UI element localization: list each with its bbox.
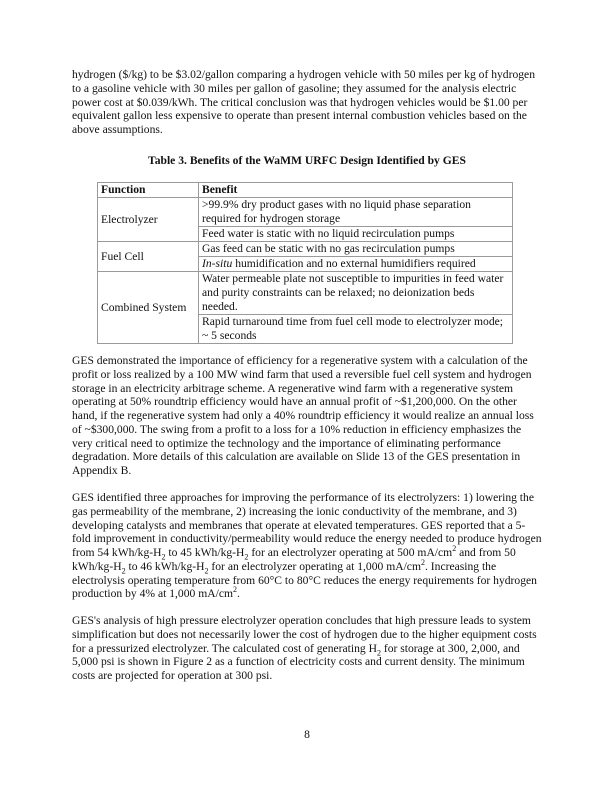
benefit-text: humidification and no external humidifiers required xyxy=(235,257,476,270)
paragraph-efficiency: GES demonstrated the importance of efficiency for a regenerative system with a calculation of the profit or loss realized by a 100 MW wind farm that used a reversible fuel cell system and hydrogen storage in an electricity arbitrage scheme. A regenerative wind farm with a regenerative system operating at 50% roundtrip efficiency would have an annual profit of ~$1,200,000. On the other hand, if the regenerative system had only a 40% roundtrip efficiency it would realize an annual loss of ~$300,000. The swing from a profit to a loss for a 10% reduction in efficiency emphasizes the very critical need to optimize the technology and the importance of eliminating performance degradation. More details of this calculation are available on Slide 13 of the GES presentation in Appendix B. xyxy=(72,354,534,477)
benefit-cell: Gas feed can be static with no gas recirculation pumps xyxy=(199,242,513,257)
table-row xyxy=(98,272,513,315)
benefit-cell: >99.9% dry product gases with no liquid phase separation required for hydrogen storage xyxy=(199,198,513,227)
benefits-table xyxy=(97,182,513,344)
table-header-row xyxy=(98,183,513,198)
function-cell: Fuel Cell xyxy=(98,242,199,272)
benefit-cell: Feed water is static with no liquid recirculation pumps xyxy=(199,227,513,242)
header-function: Function xyxy=(98,183,199,198)
function-cell: Electrolyzer xyxy=(98,198,199,242)
table-row xyxy=(98,242,513,257)
italic-prefix: In-situ xyxy=(202,257,233,270)
table-caption: Table 3. Benefits of the WaMM URFC Design Identified by GES xyxy=(148,154,466,167)
page-number: 8 xyxy=(304,728,310,741)
header-benefit: Benefit xyxy=(199,183,513,198)
paragraph-high-pressure: GES's analysis of high pressure electrolyzer operation concludes that high pressure leads to system simplification but does not necessarily lower the cost of hydrogen due to the higher equipment costs for a pressurized electrolyzer. The calculated cost of generating $H_2$ for storage at 300, 2,000, and 5,000 psi is shown in Figure 2 as a function of electricity costs and current density. The minimum costs are projected for operation at 300 psi. xyxy=(72,614,537,682)
paragraph-hydrogen-cost: hydrogen ($/kg) to be $3.02/gallon comparing a hydrogen vehicle with 50 miles per kg of hydrogen to a gasoline vehicle with 30 miles per gallon of gasoline; they assumed for the analysis electric power cost at $0.039/kWh. The critical conclusion was that hydrogen vehicles would be $1.00 per equivalent gallon less expensive to operate than present internal combustion vehicles based on the above assumptions. xyxy=(72,68,535,136)
benefit-cell xyxy=(199,257,513,272)
paragraph-electrolyzer-approaches: GES identified three approaches for improving the performance of its electrolyzers: 1) lowering the gas permeability of the membrane, 2) increasing the ionic conductivity of the membrane, and 3) developing catalysts and membranes that operate at elevated temperatures. GES reported that a 5-fold improvement in conductivity/permeability would reduce the energy needed to produce hydrogen from 54 kWh/$kg-H_2$ to 45 kWh/$kg-H_2$ for an electrolyzer operating at 500 $mA/cm^2$ and from 50 kWh/$kg-H_2$ to 46 kWh/$kg-H_2$ for an electrolyzer operating at 1,000 $mA/cm^2$. Increasing the electrolysis operating temperature from 60°C to 80°C reduces the energy requirements for hydrogen production by 4% at 1,000 $mA/cm^2$. xyxy=(72,491,542,601)
table-row xyxy=(98,198,513,227)
benefit-cell: Water permeable plate not susceptible to impurities in feed water and purity constraints can be relaxed; no deionization beds needed. xyxy=(199,272,513,315)
function-cell: Combined System xyxy=(98,272,199,344)
benefit-cell: Rapid turnaround time from fuel cell mode to electrolyzer mode; ~ 5 seconds xyxy=(199,315,513,344)
